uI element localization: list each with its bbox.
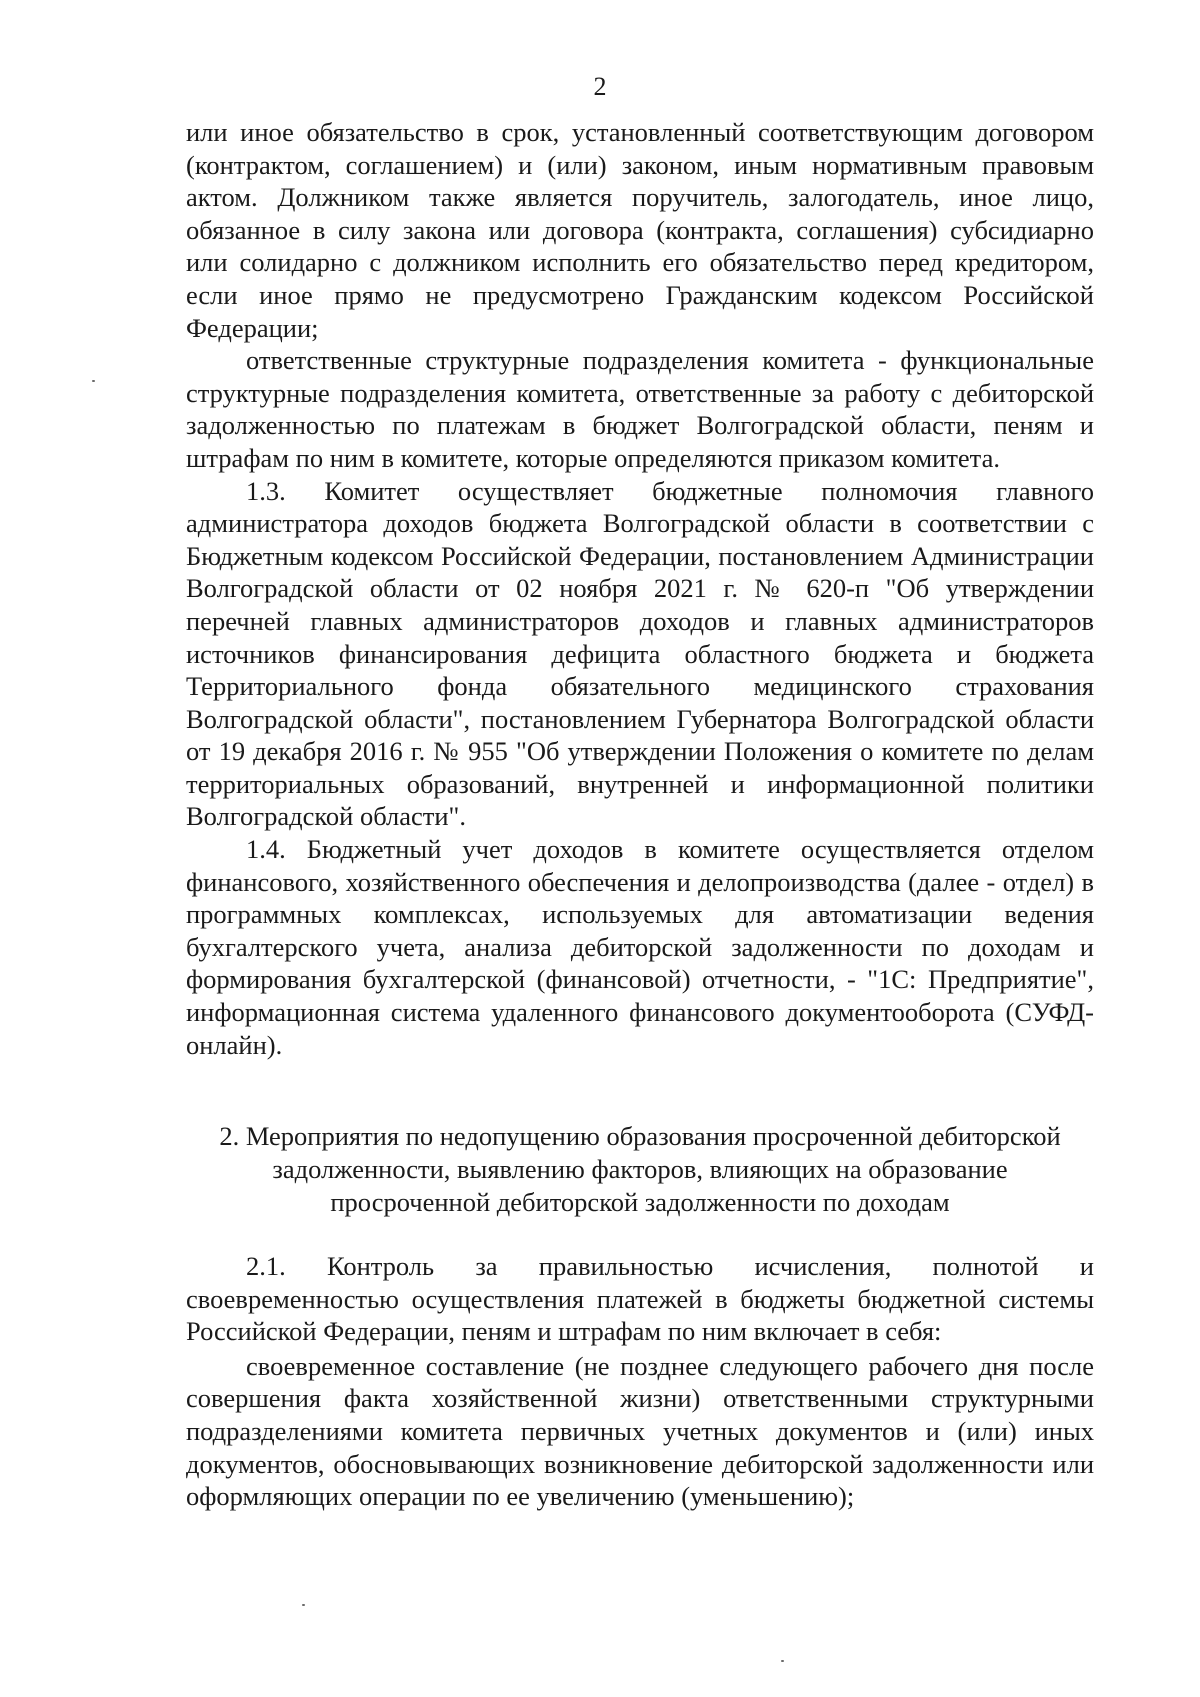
page-number: 2 <box>593 72 607 101</box>
section-heading-line: задолженности, выявлению факторов, влияющих на образование <box>272 1154 1008 1184</box>
scan-speck <box>781 1660 784 1662</box>
section-heading-line: просроченной дебиторской задолженности по доходам <box>330 1187 950 1217</box>
paragraph-responsible-units: ответственные структурные подразделения комитета - функциональные структурные подразделения комитета, ответственные за работу с дебиторской задолженностью по платежам в бюджет Волгоградской области, пеням и штрафам по ним в комитете, которые определяются приказом комитета. <box>186 345 1094 473</box>
body-text-top <box>186 116 1094 1061</box>
scan-speck <box>92 380 95 382</box>
section-heading-line: 2. Мероприятия по недопущению образования просроченной дебиторской <box>219 1121 1061 1151</box>
paragraph-1-3: 1.3. Комитет осуществляет бюджетные полномочия главного администратора доходов бюджета Волгоградской области в соответствии с Бюджетным кодексом Российской Федерации, постановлением Администрации Волгоградской области от 02 ноября 2021 г. № 620-п "Об утверждении перечней главных администраторов доходов и главных администраторов источников финансирования дефицита областного бюджета и бюджета Территориального фонда обязательного медицинского страхования Волгоградской области", постановлением Губернатора Волгоградской области от 19 декабря 2016 г. № 955 "Об утверждении Положения о комитете по делам территориальных образований, внутренней и информационной политики Волгоградской области". <box>186 475 1094 832</box>
paragraph-2-1: 2.1. Контроль за правильностью исчисления, полнотой и своевременностью осуществления платежей в бюджеты бюджетной системы Российской Федерации, пеням и штрафам по ним включает в себя: <box>186 1251 1094 1347</box>
body-text-bottom <box>186 1250 1094 1513</box>
paragraph-debtor-definition: или иное обязательство в срок, установленный соответствующим договором (контрактом, соглашением) и (или) законом, иным нормативным правовым актом. Должником также является поручитель, залогодатель, иное лицо, обязанное в силу закона или договора (контракта, соглашения) субсидиарно или солидарно с должником исполнить его обязательство перед кредитором, если иное прямо не предусмотрено Гражданским кодексом Российской Федерации; <box>186 117 1094 343</box>
scan-speck <box>302 1604 305 1606</box>
paragraph-1-4: 1.4. Бюджетный учет доходов в комитете осуществляется отделом финансового, хозяйственного обеспечения и делопроизводства (далее - отдел) в программных комплексах, используемых для автоматизации ведения бухгалтерского учета, анализа дебиторской задолженности по доходам и формирования бухгалтерской (финансовой) отчетности, - "1С: Предприятие", информационная система удаленного финансового документооборота (СУФД-онлайн). <box>186 834 1094 1060</box>
paragraph-timely-documents: своевременное составление (не позднее следующего рабочего дня после совершения факта хозяйственной жизни) ответственными структурными подразделениями комитета первичных учетных документов и (или) иных документов, обосновывающих возникновение дебиторской задолженности или оформляющих операции по ее увеличению (уменьшению); <box>186 1350 1094 1512</box>
section-heading <box>186 1120 1094 1219</box>
